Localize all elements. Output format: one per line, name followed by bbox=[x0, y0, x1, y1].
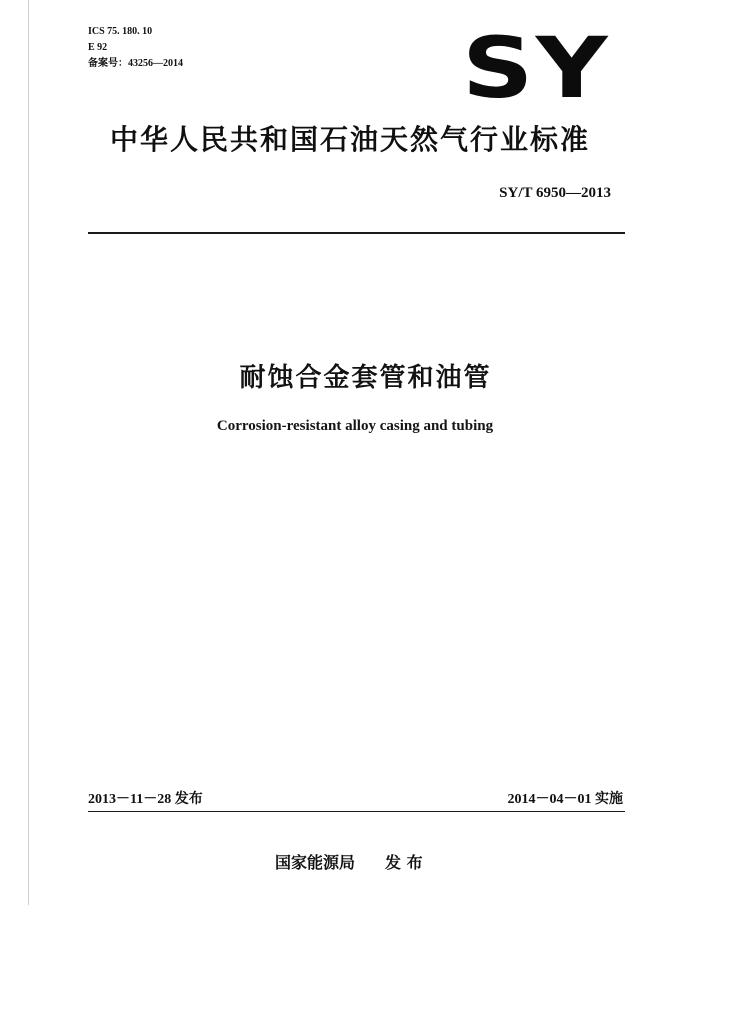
top-divider bbox=[88, 232, 625, 234]
bottom-divider bbox=[88, 811, 625, 812]
filing-number: 备案号：43256—2014 bbox=[88, 58, 183, 69]
ics-code: ICS 75. 180. 10 bbox=[88, 26, 153, 37]
effective-date: 2014－04－01 实施 bbox=[507, 792, 623, 807]
issue-date: 2013－11－28 发布 bbox=[88, 792, 203, 807]
sy-logo: SY bbox=[462, 19, 610, 117]
page-edge-line bbox=[28, 0, 29, 905]
document-title-chinese: 耐蚀合金套管和油管 bbox=[239, 363, 492, 393]
issuer-action: 发 布 bbox=[385, 853, 423, 872]
issuer-name: 国家能源局 bbox=[275, 853, 356, 872]
standard-metadata bbox=[88, 24, 183, 72]
issuer-block bbox=[275, 850, 423, 873]
category-code: E 92 bbox=[88, 42, 108, 53]
document-title-english: Corrosion-resistant alloy casing and tubing bbox=[216, 418, 494, 434]
standard-code: SY/T 6950—2013 bbox=[499, 185, 611, 201]
industry-standard-title: 中华人民共和国石油天然气行业标准 bbox=[110, 123, 591, 156]
